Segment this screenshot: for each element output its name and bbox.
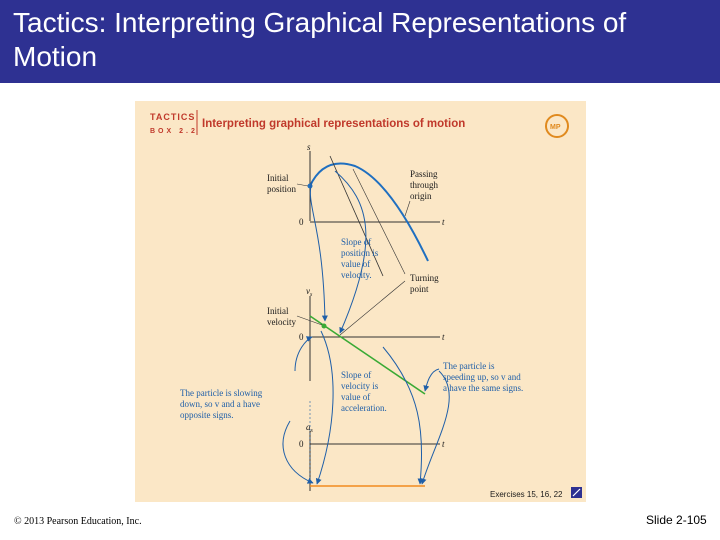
initial-position-dot bbox=[308, 184, 313, 189]
slope-position-label: Slope of position is value of velocity. bbox=[341, 237, 379, 280]
exercises-label: Exercises 15, 16, 22 bbox=[490, 490, 563, 499]
mp-badge-icon bbox=[546, 115, 568, 137]
slowing-arrow-velocity bbox=[295, 337, 312, 371]
slide-number: Slide 2-105 bbox=[646, 513, 707, 527]
tactics-label: TACTICS bbox=[150, 112, 196, 122]
box-number: BOX 2.2 bbox=[150, 128, 198, 135]
position-zero-label: 0 bbox=[299, 217, 304, 227]
pencil-icon bbox=[571, 487, 582, 498]
slide-title: Tactics: Interpreting Graphical Representations of Motion bbox=[13, 7, 627, 72]
a-axis-label: $a_s$ bbox=[306, 422, 313, 434]
speeding-arrow-velocity bbox=[425, 369, 439, 391]
motion-graphs-svg bbox=[135, 101, 586, 502]
speeding-up-label: The particle is speeding up, so v and a have the same signs. bbox=[443, 361, 524, 393]
position-t-label: t bbox=[442, 217, 445, 227]
s-axis-label: s bbox=[307, 142, 311, 152]
copyright-text: © 2013 Pearson Education, Inc. bbox=[14, 516, 142, 527]
acceleration-zero-label: 0 bbox=[299, 439, 304, 449]
velocity-zero-label: 0 bbox=[299, 332, 304, 342]
passing-origin-label: Passing through origin bbox=[410, 169, 438, 201]
slowing-down-label: The particle is slowing down, so v and a have opposite signs. bbox=[180, 388, 263, 420]
figure-title: Interpreting graphical representations of motion bbox=[202, 118, 466, 130]
slope-velocity-label: Slope of velocity is value of acceleration. bbox=[341, 370, 387, 413]
v-axis-label: $v_s$ bbox=[306, 286, 313, 298]
title-bar bbox=[0, 0, 720, 83]
initial-position-label: Initial position bbox=[267, 173, 297, 194]
initial-velocity-dot bbox=[322, 324, 327, 329]
velocity-t-label: t bbox=[442, 332, 445, 342]
acceleration-t-label: t bbox=[442, 439, 445, 449]
slope-velocity-accel-arrow bbox=[383, 347, 422, 484]
initial-velocity-label: Initial velocity bbox=[267, 306, 296, 327]
initial-position-leader bbox=[297, 184, 308, 186]
svg-text:MP: MP bbox=[550, 124, 561, 131]
origin-leader bbox=[405, 201, 410, 216]
turning-point-label: Turning point bbox=[410, 273, 439, 294]
velocity-to-accel-arrow bbox=[317, 331, 333, 484]
tactics-figure bbox=[135, 101, 586, 502]
position-to-velocity-arrow bbox=[310, 181, 325, 321]
